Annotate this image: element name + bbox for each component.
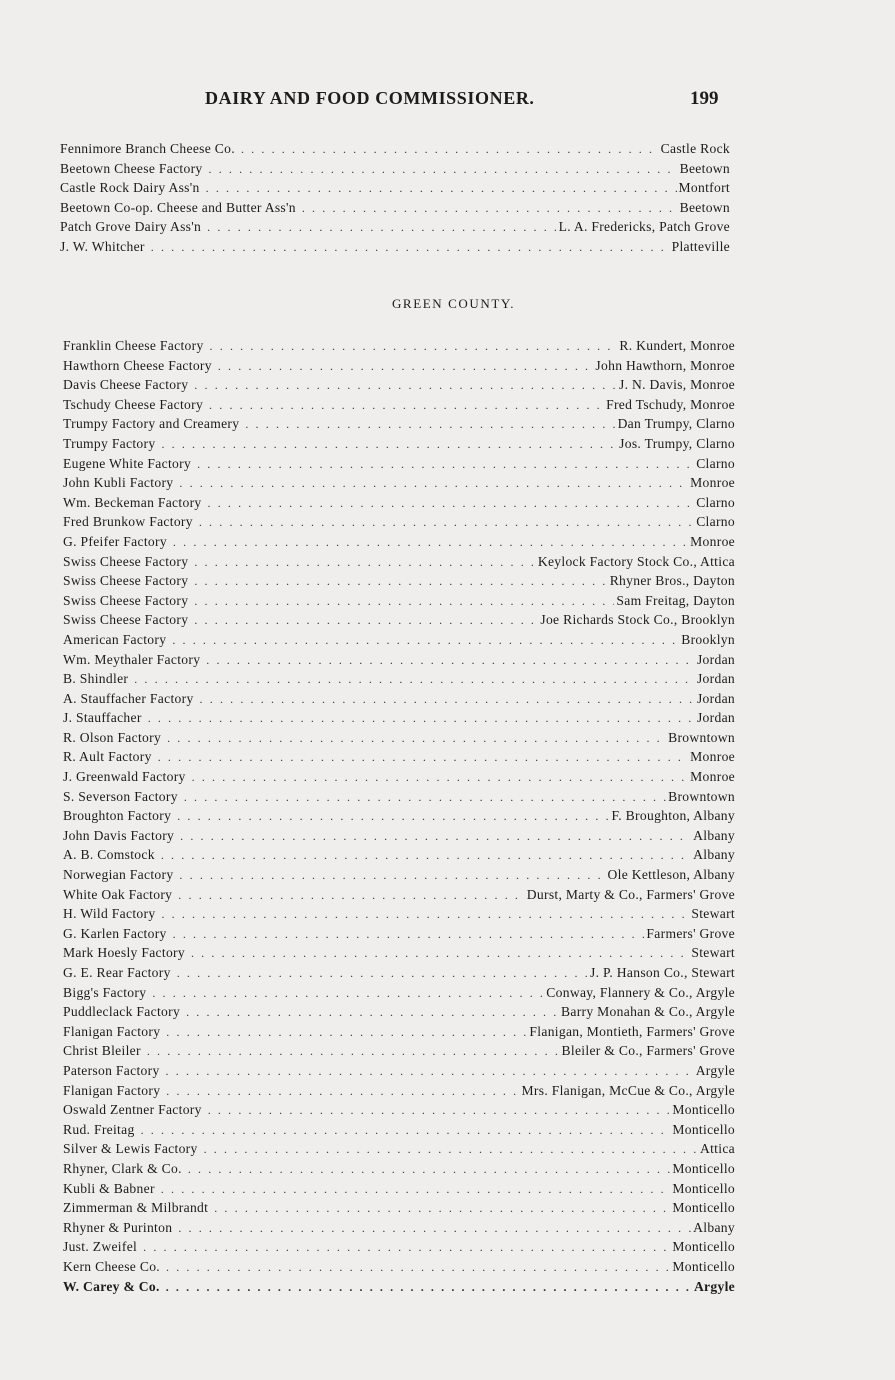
factory-name: Beetown Cheese Factory xyxy=(60,160,203,176)
dot-leader xyxy=(166,1082,519,1102)
factory-name: Trumpy Factory and Creamery xyxy=(63,416,240,432)
factory-location: Jos. Trumpy, Clarno xyxy=(619,435,735,451)
factory-location: Stewart xyxy=(691,906,735,922)
grant-county-list xyxy=(60,139,730,257)
list-item xyxy=(63,512,735,532)
factory-location: Keylock Factory Stock Co., Attica xyxy=(537,553,735,569)
factory-location: Monticello xyxy=(672,1258,735,1274)
factory-name: R. Ault Factory xyxy=(63,749,152,765)
factory-location: Clarno xyxy=(696,455,735,471)
dot-leader xyxy=(207,218,556,238)
dot-leader xyxy=(199,513,694,533)
dot-leader xyxy=(161,1180,671,1200)
list-item xyxy=(63,983,735,1003)
factory-location: Brooklyn xyxy=(681,631,735,647)
list-item xyxy=(63,924,735,944)
dot-leader xyxy=(178,886,524,906)
factory-location: Monroe xyxy=(690,475,735,491)
dot-leader xyxy=(206,651,695,671)
dot-leader xyxy=(141,1121,671,1141)
list-item xyxy=(63,1081,735,1101)
dot-leader xyxy=(206,179,677,199)
dot-leader xyxy=(204,1140,698,1160)
list-item xyxy=(60,159,730,179)
page-header xyxy=(0,88,895,112)
dot-leader xyxy=(186,1003,559,1023)
factory-location: F. Broughton, Albany xyxy=(611,808,735,824)
factory-location: Dan Trumpy, Clarno xyxy=(617,416,735,432)
factory-name: A. B. Comstock xyxy=(63,847,155,863)
factory-location: Beetown xyxy=(679,199,730,215)
list-item xyxy=(63,943,735,963)
dot-leader xyxy=(200,690,695,710)
factory-location: Mrs. Flanigan, McCue & Co., Argyle xyxy=(521,1082,735,1098)
factory-location: Albany xyxy=(693,827,735,843)
list-item xyxy=(63,1159,735,1179)
dot-leader xyxy=(177,807,609,827)
factory-location: Browntown xyxy=(668,729,735,745)
list-item xyxy=(63,1179,735,1199)
dot-leader xyxy=(241,140,659,160)
dot-leader xyxy=(179,866,605,886)
factory-location: Durst, Marty & Co., Farmers' Grove xyxy=(526,886,735,902)
factory-name: Kern Cheese Co. xyxy=(63,1258,160,1274)
factory-name: G. Karlen Factory xyxy=(63,925,167,941)
dot-leader xyxy=(302,199,678,219)
dot-leader xyxy=(184,788,666,808)
dot-leader xyxy=(192,768,689,788)
factory-location: Clarno xyxy=(696,514,735,530)
list-item xyxy=(63,1237,735,1257)
list-item xyxy=(63,1002,735,1022)
list-item xyxy=(63,493,735,513)
factory-location: Clarno xyxy=(696,494,735,510)
list-item xyxy=(63,845,735,865)
factory-location: Stewart xyxy=(691,945,735,961)
dot-leader xyxy=(208,1101,671,1121)
list-item xyxy=(63,1218,735,1238)
dot-leader xyxy=(194,553,536,573)
factory-name: J. Greenwald Factory xyxy=(63,769,186,785)
list-item xyxy=(63,571,735,591)
factory-name: Flanigan Factory xyxy=(63,1023,161,1039)
factory-name: Hawthorn Cheese Factory xyxy=(63,357,212,373)
factory-location: Sam Freitag, Dayton xyxy=(616,592,735,608)
factory-location: Joe Richards Stock Co., Brooklyn xyxy=(540,612,735,628)
factory-name: Swiss Cheese Factory xyxy=(63,553,189,569)
list-item xyxy=(63,1257,735,1277)
dot-leader xyxy=(166,1023,527,1043)
factory-name: Beetown Co-op. Cheese and Butter Ass'n xyxy=(60,199,296,215)
list-item xyxy=(63,1022,735,1042)
factory-name: Fennimore Branch Cheese Co. xyxy=(60,141,235,156)
factory-location: L. A. Fredericks, Patch Grove xyxy=(558,219,730,235)
factory-name: Fred Brunkow Factory xyxy=(63,514,193,530)
factory-location: J. N. Davis, Monroe xyxy=(619,377,735,393)
list-item xyxy=(63,826,735,846)
dot-leader xyxy=(191,944,689,964)
dot-leader xyxy=(179,474,688,494)
dot-leader xyxy=(173,533,688,553)
list-item xyxy=(63,1277,735,1297)
factory-location: Monticello xyxy=(672,1160,735,1176)
list-item xyxy=(60,237,730,257)
list-item xyxy=(60,198,730,218)
factory-name: S. Severson Factory xyxy=(63,788,178,804)
factory-name: H. Wild Factory xyxy=(63,906,156,922)
dot-leader xyxy=(166,1258,670,1278)
list-item xyxy=(63,650,735,670)
factory-name: Rhyner & Purinton xyxy=(63,1219,173,1235)
factory-name: Swiss Cheese Factory xyxy=(63,573,189,589)
list-item xyxy=(63,865,735,885)
factory-name: Norwegian Factory xyxy=(63,867,174,883)
list-item xyxy=(63,1041,735,1061)
factory-name: W. Carey & Co. xyxy=(63,1278,160,1294)
dot-leader xyxy=(161,846,691,866)
factory-name: Eugene White Factory xyxy=(63,455,192,471)
factory-name: J. Stauffacher xyxy=(63,710,142,726)
factory-name: American Factory xyxy=(63,631,167,647)
list-item xyxy=(63,728,735,748)
page-number: 199 xyxy=(690,88,719,109)
dot-leader xyxy=(172,631,679,651)
county-heading: GREEN COUNTY. xyxy=(391,296,516,311)
factory-name: Paterson Factory xyxy=(63,1062,160,1078)
list-item xyxy=(63,336,735,356)
dot-leader xyxy=(166,1278,692,1298)
list-item xyxy=(63,630,735,650)
dot-leader xyxy=(147,1042,560,1062)
factory-location: Jordan xyxy=(696,710,735,726)
factory-name: Broughton Factory xyxy=(63,808,172,824)
factory-location: Argyle xyxy=(693,1278,735,1294)
factory-location: Castle Rock xyxy=(660,141,730,156)
dot-leader xyxy=(158,748,688,768)
factory-location: Beetown xyxy=(679,160,730,176)
factory-name: G. E. Rear Factory xyxy=(63,965,171,980)
list-item xyxy=(63,375,735,395)
dot-leader xyxy=(134,670,695,690)
factory-location: Barry Monahan & Co., Argyle xyxy=(561,1004,735,1020)
factory-location: Monticello xyxy=(672,1200,735,1216)
dot-leader xyxy=(214,1199,670,1219)
factory-location: Flanigan, Montieth, Farmers' Grove xyxy=(529,1023,735,1039)
factory-name: Puddleclack Factory xyxy=(63,1004,181,1020)
dot-leader xyxy=(197,455,694,475)
factory-location: Conway, Flannery & Co., Argyle xyxy=(546,984,735,1000)
factory-name: Patch Grove Dairy Ass'n xyxy=(60,219,202,235)
factory-location: Monticello xyxy=(672,1121,735,1137)
factory-name: Silver & Lewis Factory xyxy=(63,1141,198,1157)
factory-location: Monroe xyxy=(690,533,735,549)
factory-location: Argyle xyxy=(695,1062,735,1078)
list-item xyxy=(60,217,730,237)
list-item xyxy=(63,1120,735,1140)
list-item xyxy=(63,689,735,709)
factory-location: Monticello xyxy=(672,1180,735,1196)
list-item xyxy=(63,747,735,767)
factory-name: Christ Bleiler xyxy=(63,1043,141,1059)
factory-location: Bleiler & Co., Farmers' Grove xyxy=(561,1043,735,1059)
list-item xyxy=(63,532,735,552)
factory-name: Mark Hoesly Factory xyxy=(63,945,185,961)
factory-location: Albany xyxy=(693,847,735,863)
factory-name: Rhyner, Clark & Co. xyxy=(63,1160,182,1176)
dot-leader xyxy=(161,905,689,925)
factory-location: Farmers' Grove xyxy=(646,925,735,941)
dot-leader xyxy=(177,964,588,984)
list-item xyxy=(63,610,735,630)
factory-name: Wm. Meythaler Factory xyxy=(63,651,201,667)
factory-location: Rhyner Bros., Dayton xyxy=(609,573,735,589)
list-item xyxy=(63,963,735,983)
dot-leader xyxy=(245,415,615,435)
factory-name: Swiss Cheese Factory xyxy=(63,612,189,628)
list-item xyxy=(63,414,735,434)
factory-location: Fred Tschudy, Monroe xyxy=(606,396,735,412)
dot-leader xyxy=(148,709,695,729)
list-item xyxy=(63,552,735,572)
list-item xyxy=(63,806,735,826)
list-item xyxy=(63,708,735,728)
factory-name: Zimmerman & Milbrandt xyxy=(63,1200,209,1216)
factory-location: Jordan xyxy=(696,690,735,706)
list-item xyxy=(63,669,735,689)
factory-location: Monroe xyxy=(690,749,735,765)
factory-name: John Kubli Factory xyxy=(63,475,174,491)
factory-name: Castle Rock Dairy Ass'n xyxy=(60,180,200,196)
factory-name: R. Olson Factory xyxy=(63,729,162,745)
list-item xyxy=(63,1061,735,1081)
list-item xyxy=(63,787,735,807)
list-item xyxy=(63,591,735,611)
factory-name: Bigg's Factory xyxy=(63,984,147,1000)
factory-location: Jordan xyxy=(696,651,735,667)
factory-location: Ole Kettleson, Albany xyxy=(607,867,735,883)
dot-leader xyxy=(167,729,666,749)
factory-location: Jordan xyxy=(696,671,735,687)
list-item xyxy=(63,1139,735,1159)
factory-name: Oswald Zentner Factory xyxy=(63,1102,202,1118)
factory-location: Montfort xyxy=(678,180,730,196)
list-item xyxy=(60,139,730,159)
dot-leader xyxy=(208,494,695,514)
list-item xyxy=(63,885,735,905)
list-item xyxy=(63,434,735,454)
factory-name: Franklin Cheese Factory xyxy=(63,338,204,353)
dot-leader xyxy=(173,925,645,945)
list-item xyxy=(63,1100,735,1120)
factory-name: Tschudy Cheese Factory xyxy=(63,396,204,412)
list-item xyxy=(60,178,730,198)
list-item xyxy=(63,356,735,376)
factory-name: Flanigan Factory xyxy=(63,1082,161,1098)
running-title: DAIRY AND FOOD COMMISSIONER. xyxy=(205,88,535,108)
factory-name: Just. Zweifel xyxy=(63,1239,138,1255)
dot-leader xyxy=(194,572,607,592)
factory-name: Wm. Beckeman Factory xyxy=(63,494,202,510)
list-item xyxy=(63,767,735,787)
list-item xyxy=(63,395,735,415)
factory-name: J. W. Whitcher xyxy=(60,238,145,254)
factory-name: Swiss Cheese Factory xyxy=(63,592,189,608)
factory-location: R. Kundert, Monroe xyxy=(619,338,735,353)
factory-location: J. P. Hanson Co., Stewart xyxy=(590,965,735,980)
factory-location: John Hawthorn, Monroe xyxy=(595,357,735,373)
list-item xyxy=(63,904,735,924)
green-county-list xyxy=(63,336,735,1296)
factory-location: Albany xyxy=(693,1219,735,1235)
factory-location: Attica xyxy=(699,1141,735,1157)
dot-leader xyxy=(143,1238,670,1258)
dot-leader xyxy=(178,1219,691,1239)
factory-name: White Oak Factory xyxy=(63,886,173,902)
factory-name: A. Stauffacher Factory xyxy=(63,690,194,706)
factory-name: Davis Cheese Factory xyxy=(63,377,189,393)
dot-leader xyxy=(194,376,617,396)
factory-name: B. Shindler xyxy=(63,671,129,687)
factory-name: Rud. Freitag xyxy=(63,1121,135,1137)
dot-leader xyxy=(151,238,670,258)
dot-leader xyxy=(209,396,604,416)
factory-location: Monticello xyxy=(672,1239,735,1255)
dot-leader xyxy=(188,1160,671,1180)
factory-name: John Davis Factory xyxy=(63,827,175,843)
factory-location: Monroe xyxy=(690,769,735,785)
dot-leader xyxy=(194,611,538,631)
dot-leader xyxy=(166,1062,694,1082)
dot-leader xyxy=(194,592,614,612)
list-item xyxy=(63,1198,735,1218)
factory-name: Trumpy Factory xyxy=(63,435,156,451)
factory-location: Platteville xyxy=(671,238,730,254)
factory-location: Browntown xyxy=(668,788,735,804)
factory-name: Kubli & Babner xyxy=(63,1180,155,1196)
list-item xyxy=(63,454,735,474)
dot-leader xyxy=(210,337,618,357)
factory-name: G. Pfeifer Factory xyxy=(63,533,167,549)
factory-location: Monticello xyxy=(672,1102,735,1118)
dot-leader xyxy=(218,357,594,377)
dot-leader xyxy=(180,827,691,847)
dot-leader xyxy=(152,984,544,1004)
dot-leader xyxy=(209,160,678,180)
list-item xyxy=(63,473,735,493)
dot-leader xyxy=(161,435,617,455)
